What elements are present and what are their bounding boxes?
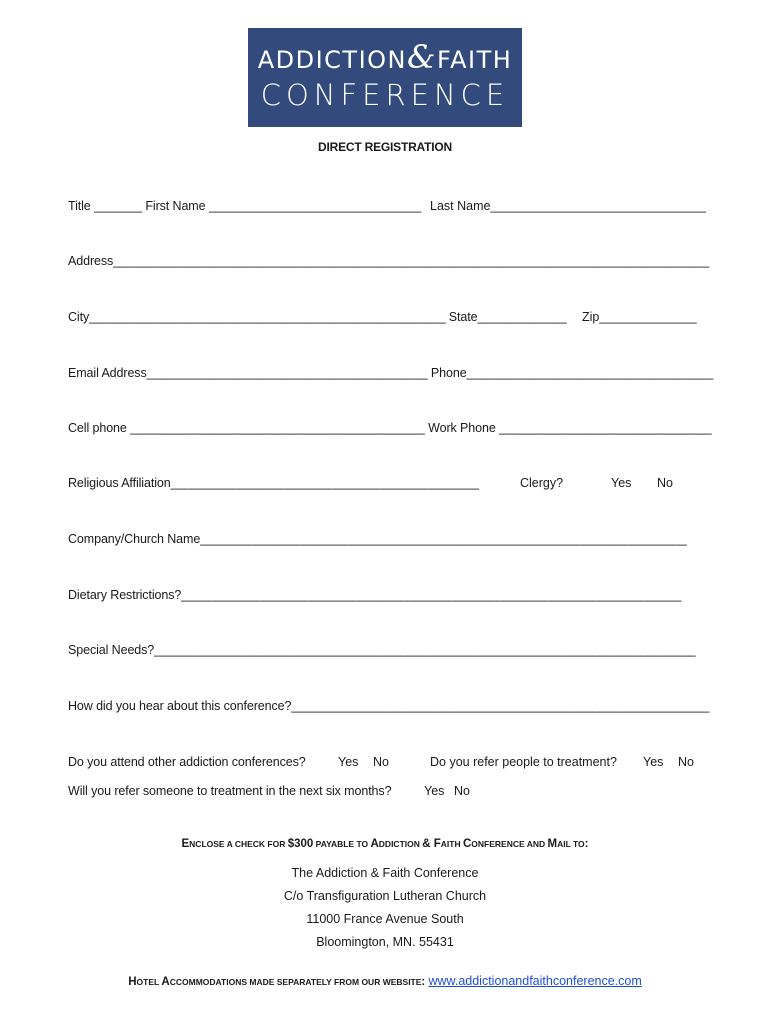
mail-address-line-2: C/o Transfiguration Lutheran Church: [283, 889, 487, 903]
attend-conferences-question: Do you attend other addiction conferences?: [68, 755, 306, 769]
clergy-no-option[interactable]: No: [657, 476, 673, 490]
attend-yes-option[interactable]: Yes: [338, 755, 359, 769]
city-state-field[interactable]: City____________________________________________________ State_____________: [68, 310, 567, 324]
clergy-label: Clergy?: [520, 476, 564, 490]
hotel-note: HOTEL ACCOMMODATIONS MADE SEPARATELY FROM OUR WEBSITE: www.addictionandfaithconference.com: [128, 974, 642, 988]
logo-word-addiction: ADDICTION: [257, 46, 407, 74]
title-firstname-field[interactable]: Title _______ First Name _______________________________: [68, 199, 422, 213]
six-months-question: Will you refer someone to treatment in the next six months?: [68, 784, 392, 798]
refer-yes-option[interactable]: Yes: [643, 755, 664, 769]
mail-address-line-4: Bloomington, MN. 55431: [316, 935, 454, 949]
six-months-yes-option[interactable]: Yes: [424, 784, 445, 798]
company-church-field[interactable]: Company/Church Name_______________________________________________________________________: [68, 532, 687, 546]
address-field[interactable]: Address_______________________________________________________________________________________: [68, 254, 710, 268]
dietary-restrictions-field[interactable]: Dietary Restrictions?_________________________________________________________________________: [68, 588, 682, 602]
six-months-no-option[interactable]: No: [454, 784, 470, 798]
zip-field[interactable]: Zip______________: [582, 310, 697, 324]
refer-no-option[interactable]: No: [678, 755, 694, 769]
cell-workphone-field[interactable]: Cell phone ___________________________________________ Work Phone _______________________________: [68, 421, 712, 435]
title-firstname-row[interactable]: [68, 199, 421, 213]
conference-logo: [248, 28, 522, 127]
logo-word-faith: FAITH: [436, 46, 513, 74]
logo-line-1: [248, 38, 522, 76]
logo-ampersand: &: [407, 38, 437, 76]
attend-no-option[interactable]: No: [373, 755, 389, 769]
page-title: DIRECT REGISTRATION: [318, 140, 452, 154]
email-phone-field[interactable]: Email Address_________________________________________ Phone____________________________________: [68, 366, 714, 380]
refer-treatment-question: Do you refer people to treatment?: [430, 755, 617, 769]
website-link[interactable]: www.addictionandfaithconference.com: [428, 974, 642, 988]
religious-affiliation-field[interactable]: Religious Affiliation_____________________________________________: [68, 476, 479, 490]
mail-address-line-3: 11000 France Avenue South: [306, 912, 464, 926]
hear-about-field[interactable]: How did you hear about this conference?_____________________________________________________________: [68, 699, 710, 713]
clergy-yes-option[interactable]: Yes: [611, 476, 632, 490]
payment-instructions: ENCLOSE A CHECK FOR $300 PAYABLE TO ADDICTION & FAITH CONFERENCE AND MAIL TO:: [181, 838, 589, 850]
special-needs-field[interactable]: Special Needs?_______________________________________________________________________________: [68, 643, 696, 657]
logo-line-2: CONFERENCE: [260, 78, 510, 112]
last-name-field[interactable]: Last Name_______________________________: [430, 199, 706, 213]
mail-address-line-1: The Addiction & Faith Conference: [291, 866, 479, 880]
